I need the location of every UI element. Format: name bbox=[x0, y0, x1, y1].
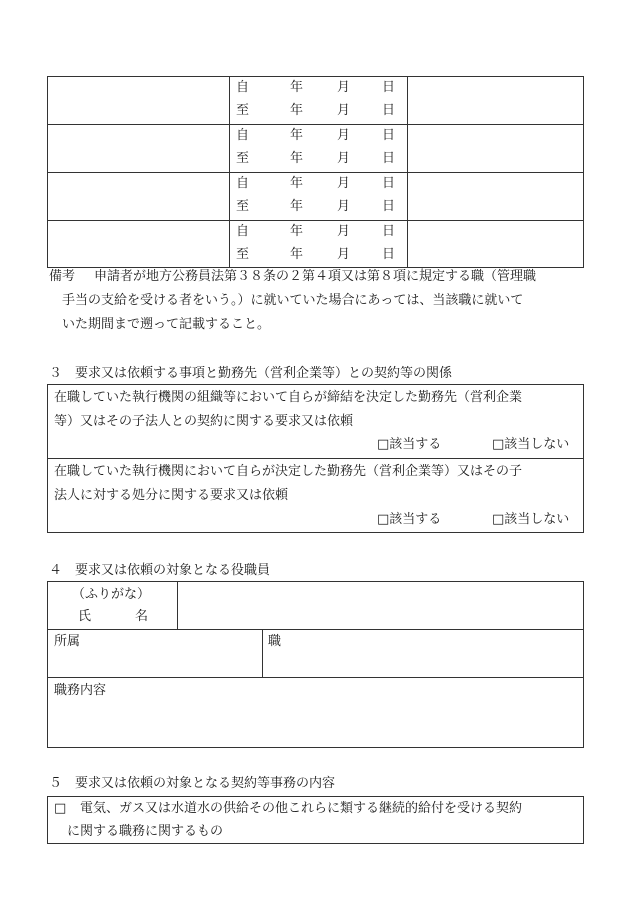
remarks-line: 申請者が地方公務員法第３８条の２第４項又は第８項に規定する職（管理職 bbox=[94, 269, 537, 284]
date-year-label: 年 bbox=[290, 128, 304, 143]
furigana-label: （ふりがな） bbox=[72, 587, 151, 602]
section-5-heading: ５ 要求又は依頼の対象となる契約等事務の内容 bbox=[49, 776, 336, 791]
section-3-item-2-text: 在職していた執行機関において自らが決定した勤務先（営利企業等）又はその子 bbox=[54, 464, 523, 479]
date-to-label: 至 bbox=[236, 151, 250, 166]
affiliation-label: 所属 bbox=[54, 634, 81, 649]
date-year-label: 年 bbox=[290, 247, 304, 262]
section-3-item-2-no-checkbox[interactable]: □該当しない bbox=[492, 512, 570, 527]
section-4-heading: ４ 要求又は依頼の対象となる役職員 bbox=[49, 563, 271, 578]
date-month-label: 月 bbox=[337, 151, 351, 166]
section-5-checkbox[interactable]: □ bbox=[54, 801, 67, 816]
date-month-label: 月 bbox=[337, 176, 351, 191]
section-3-item-2-text: 法人に対する処分に関する要求又は依頼 bbox=[54, 488, 289, 503]
section-5-item-text: に関する職務に関するもの bbox=[67, 824, 224, 839]
date-year-label: 年 bbox=[290, 103, 304, 118]
date-day-label: 日 bbox=[382, 199, 396, 214]
history-table-row-divider bbox=[47, 124, 584, 125]
section-3-item-1-no-checkbox[interactable]: □該当しない bbox=[492, 437, 570, 452]
date-month-label: 月 bbox=[337, 128, 351, 143]
date-day-label: 日 bbox=[382, 128, 396, 143]
section-4-row-divider bbox=[47, 629, 584, 630]
section-5-item-text: 電気、ガス又は水道水の供給その他これらに類する継続的給付を受ける契約 bbox=[80, 801, 523, 816]
section-3-row-divider bbox=[47, 458, 584, 459]
date-to-label: 至 bbox=[236, 199, 250, 214]
remarks-line: 手当の支給を受ける者をいう。）に就いていた場合にあっては、当該職に就いて bbox=[62, 293, 524, 308]
date-day-label: 日 bbox=[382, 103, 396, 118]
section-3-item-1-text: 在職していた執行機関の組織等において自らが締結を決定した勤務先（営利企業 bbox=[54, 390, 523, 405]
duties-label: 職務内容 bbox=[54, 683, 107, 698]
date-from-label: 自 bbox=[236, 224, 250, 239]
section-3-heading: ３ 要求又は依頼する事項と勤務先（営利企業等）との契約等の関係 bbox=[49, 366, 453, 381]
duties-input[interactable] bbox=[48, 702, 583, 747]
name-input[interactable] bbox=[178, 582, 583, 628]
date-day-label: 日 bbox=[382, 247, 396, 262]
position-label: 職 bbox=[268, 634, 282, 649]
date-year-label: 年 bbox=[290, 80, 304, 95]
name-label-given: 名 bbox=[135, 609, 149, 624]
affiliation-input[interactable] bbox=[48, 652, 261, 676]
section-3-item-1-yes-checkbox[interactable]: □該当する bbox=[377, 437, 442, 452]
date-year-label: 年 bbox=[290, 199, 304, 214]
date-from-label: 自 bbox=[236, 176, 250, 191]
name-label-surname: 氏 bbox=[78, 609, 92, 624]
section-3-item-1-text: 等）又はその子法人との契約に関する要求又は依頼 bbox=[54, 414, 354, 429]
date-month-label: 月 bbox=[337, 80, 351, 95]
date-day-label: 日 bbox=[382, 224, 396, 239]
date-month-label: 月 bbox=[337, 103, 351, 118]
date-year-label: 年 bbox=[290, 176, 304, 191]
section-3-item-2-yes-checkbox[interactable]: □該当する bbox=[377, 512, 442, 527]
date-month-label: 月 bbox=[337, 247, 351, 262]
date-from-label: 自 bbox=[236, 80, 250, 95]
date-to-label: 至 bbox=[236, 103, 250, 118]
date-from-label: 自 bbox=[236, 128, 250, 143]
date-day-label: 日 bbox=[382, 151, 396, 166]
date-day-label: 日 bbox=[382, 176, 396, 191]
position-input[interactable] bbox=[263, 652, 583, 676]
date-to-label: 至 bbox=[236, 247, 250, 262]
history-table-row-divider bbox=[47, 172, 584, 173]
remarks-line: いた期間まで遡って記載すること。 bbox=[62, 317, 271, 332]
date-month-label: 月 bbox=[337, 224, 351, 239]
date-year-label: 年 bbox=[290, 224, 304, 239]
history-table-row-divider bbox=[47, 220, 584, 221]
date-month-label: 月 bbox=[337, 199, 351, 214]
remarks-label: 備考 bbox=[49, 269, 76, 284]
section-4-row-divider bbox=[47, 677, 584, 678]
date-year-label: 年 bbox=[290, 151, 304, 166]
date-day-label: 日 bbox=[382, 80, 396, 95]
